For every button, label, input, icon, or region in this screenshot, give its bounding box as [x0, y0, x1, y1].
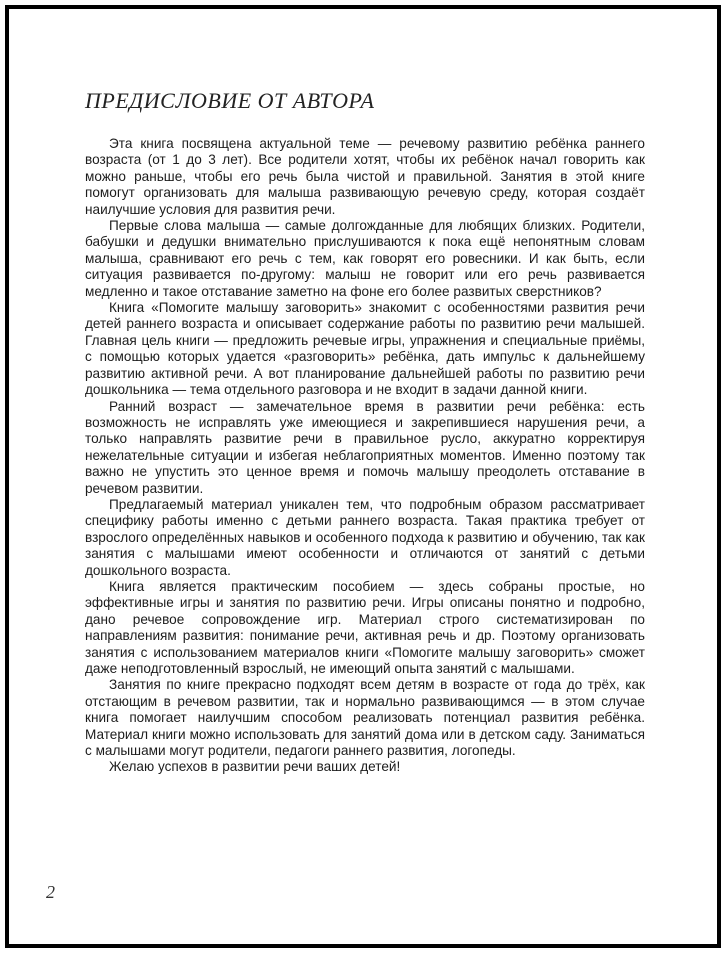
paragraph: Эта книга посвящена актуальной теме — речевому развитию ребёнка раннего возраста (от 1 до 3 лет). Все родители хотят, чтобы их ребёнок начал говорить как можно раньше, чтобы его речь была чистой и правильной. Занятия в этой книге помогут организовать для малыша развивающую речевую среду, которая создаёт наилучшие условия для развития речи.	[85, 136, 645, 217]
paragraph: Книга является практическим пособием — здесь собраны простые, но эффективные игры и занятия по развитию речи. Игры описаны понятно и подробно, дано речевое сопровождение игр. Материал строго систематизирован по направлениям развития: понимание речи, активная речь и др. Поэтому организовать занятия с использованием материалов книги «Помогите малышу заговорить» сможет даже неподготовленный взрослый, не имеющий опыта занятий с малышами.	[85, 578, 645, 676]
paragraph: Занятия по книге прекрасно подходят всем детям в возрасте от года до трёх, как отстающим в речевом развитии, так и нормально развивающимся — в этом случае книга помогает наилучшим способом реализовать потенциал развития ребёнка. Материал книги можно использовать для занятий дома или в детском саду. Заниматься с малышами могут родители, педагоги раннего развития, логопеды.	[85, 677, 645, 759]
paragraph: Желаю успехов в развитии речи ваших детей!	[109, 759, 401, 775]
paragraph: Книга «Помогите малышу заговорить» знакомит с особенностями развития речи детей раннего возраста и описывает содержание работы по развитию речи малышей. Главная цель книги — предложить речевые игры, упражнения и специальные приёмы, с помощью которых удается «разговорить» ребёнка, дать импульс к дальнейшему развитию активной речи. А вот планирование дальнейшей работы по развитию речи дошкольника — тема отдельного разговора и не входит в задачи данной книги.	[85, 300, 645, 398]
page-content	[85, 88, 645, 776]
body-text	[85, 136, 645, 776]
paragraph: Предлагаемый материал уникален тем, что подробным образом рассматривает специфику работы именно с детьми раннего возраста. Такая практика требует от взрослого определённых навыков и особенного подхода к развитию и обучению, так как занятия с малышами имеют особенности и отличаются от занятий с детьми дошкольного возраста.	[85, 496, 645, 578]
chapter-title: ПРЕДИСЛОВИЕ ОТ АВТОРА	[85, 88, 375, 113]
paragraph: Первые слова малыша — самые долгожданные для любящих близких. Родители, бабушки и дедушки внимательно прислушиваются к пока ещё непонятным словам малыша, сравнивают его речь с тем, как говорят его ровесники. И как быть, если ситуация развивается по-другому: малыш не говорит или его речь развивается медленно и такое отставание заметно на фоне его более развитых сверстников?	[85, 218, 645, 299]
paragraph: Ранний возраст — замечательное время в развитии речи ребёнка: есть возможность не исправлять уже имеющиеся и закрепившиеся нарушения речи, а только направлять развитие речи в правильное русло, аккуратно корректируя нежелательные ситуации и избегая неблагоприятных моментов. Именно поэтому так важно не упустить это ценное время и помочь малышу преодолеть отставание в речевом развитии.	[85, 398, 645, 496]
page-number: 2	[46, 882, 55, 902]
